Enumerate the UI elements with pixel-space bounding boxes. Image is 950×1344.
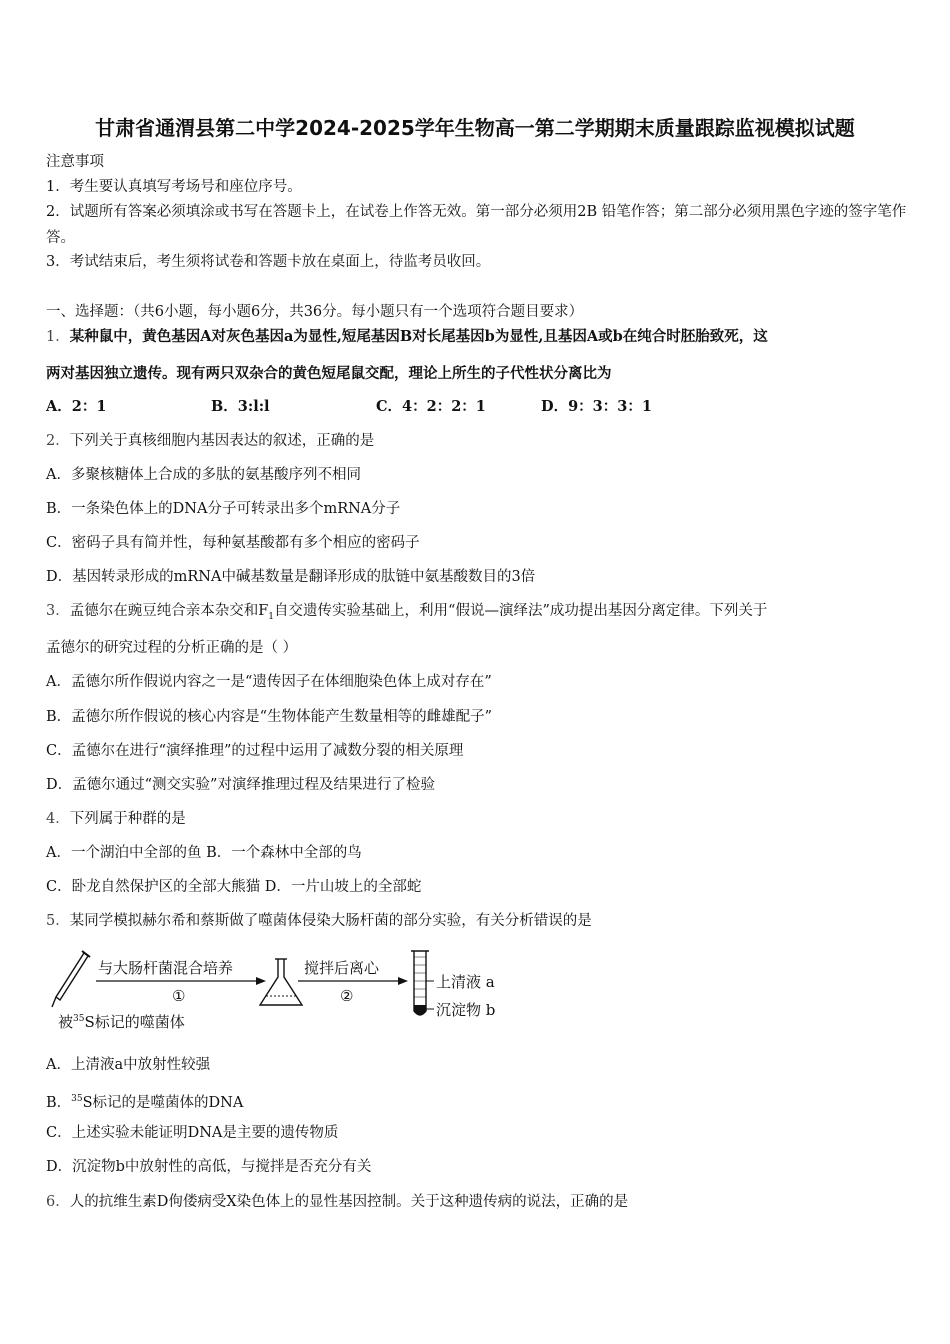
q5-experiment-diagram [46, 945, 526, 1035]
section-heading: 一、选择题：（共6小题，每小题6分，共36分。每小题只有一个选项符合题目要求） [46, 304, 584, 320]
phage-label-sup: 35 [73, 1014, 85, 1024]
q2-option-c[interactable]: C．密码子具有简并性，每种氨基酸都有多个相应的密码子 [46, 535, 420, 551]
q5-option-b-text: S标记的是噬菌体的DNA [82, 1094, 244, 1111]
arrow-2-head [398, 977, 408, 985]
q3-stem-line2: 孟德尔的研究过程的分析正确的是（ ） [46, 640, 298, 656]
q2-option-b[interactable]: B．一条染色体上的DNA分子可转录出多个mRNA分子 [46, 501, 401, 517]
flask-icon [260, 959, 302, 1005]
page-title: 甘肃省通渭县第二中学2024-2025学年生物高一第二学期期末质量跟踪监视模拟试题 [95, 116, 855, 140]
q4-number: 4． [46, 811, 70, 827]
q3-stem-a2: 自交遗传实验基础上，利用“假说—演绎法”成功提出基因分离定律。下列关于 [274, 603, 768, 619]
q5-stem [46, 911, 908, 931]
q5-option-c[interactable]: C．上述实验未能证明DNA是主要的遗传物质 [46, 1125, 339, 1141]
q5-option-b[interactable] [46, 1089, 908, 1113]
q3-stem-a1: 孟德尔在豌豆纯合亲本杂交和F [69, 603, 269, 619]
phage-label-prefix: 被 [58, 1013, 74, 1031]
notice-item-2: 2．试题所有答案必须填涂或书写在答题卡上，在试卷上作答无效。第一部分必须用2B 铅笔作答；第二部分必须用黑色字迹的签字笔作答。 [46, 204, 907, 246]
q3-f1-subscript: 1 [268, 611, 275, 622]
q3-stem-line1 [46, 601, 908, 627]
q1-option-a[interactable]: A．2：1 [46, 398, 107, 415]
q5-option-b-prefix: B． [46, 1094, 72, 1111]
phage-label [58, 1013, 185, 1031]
q3-option-c[interactable]: C．孟德尔在进行“演绎推理”的过程中运用了减数分裂的相关原理 [46, 743, 464, 759]
q3-option-b[interactable]: B．孟德尔所作假说的核心内容是“生物体能产生数量相等的雌雄配子” [46, 709, 492, 725]
step2-number: ② [340, 987, 354, 1005]
q6-stem [46, 1192, 908, 1212]
q5-number: 5． [46, 913, 70, 929]
q5-option-a[interactable]: A．上清液a中放射性较强 [46, 1057, 211, 1073]
notice-item-1: 1．考生要认真填写考场号和座位序号。 [46, 179, 302, 195]
q2-stem-text: 下列关于真核细胞内基因表达的叙述，正确的是 [69, 433, 375, 449]
q5-option-b-sup: 35 [71, 1094, 83, 1104]
q3-option-d[interactable]: D．孟德尔通过“测交实验”对演绎推理过程及结果进行了检验 [46, 777, 435, 793]
q3-number: 3． [46, 603, 70, 619]
q1-options [46, 397, 908, 417]
q1-stem-line1 [46, 327, 908, 347]
q1-option-c[interactable]: C．4：2：2：1 [376, 398, 486, 415]
q2-option-d[interactable]: D．基因转录形成的mRNA中碱基数量是翻译形成的肽链中氨基酸数目的3倍 [46, 569, 536, 585]
q6-number: 6． [46, 1194, 70, 1210]
sediment-label: 沉淀物 b [436, 1001, 496, 1019]
q1-stem-line2: 两对基因独立遗传。现有两只双杂合的黄色短尾鼠交配，理论上所生的子代性状分离比为 [46, 365, 612, 382]
supernatant-label: 上清液 a [436, 973, 495, 991]
q1-option-b[interactable]: B．3:l:l [211, 398, 270, 415]
q6-stem-text: 人的抗维生素D佝偻病受X染色体上的显性基因控制。关于这种遗传病的说法，正确的是 [69, 1194, 629, 1210]
test-tube-icon [411, 951, 429, 1015]
q5-option-d[interactable]: D．沉淀物b中放射性的高低，与搅拌是否充分有关 [46, 1159, 372, 1175]
phage-label-suffix: S标记的噬菌体 [84, 1013, 185, 1031]
notice-heading: 注意事项 [46, 154, 104, 170]
q4-stem-text: 下列属于种群的是 [69, 811, 186, 827]
q2-number: 2． [46, 433, 70, 449]
q4-options-row1[interactable]: A．一个湖泊中全部的鱼 B．一个森林中全部的鸟 [46, 845, 362, 861]
arrow-1-head [256, 977, 266, 985]
q4-stem [46, 809, 908, 829]
step1-label: 与大肠杆菌混合培养 [98, 959, 234, 977]
q4-options-row2[interactable]: C．卧龙自然保护区的全部大熊猫 D．一片山坡上的全部蛇 [46, 879, 422, 895]
q5-stem-text: 某同学模拟赫尔希和蔡斯做了噬菌体侵染大肠杆菌的部分实验，有关分析错误的是 [69, 913, 592, 929]
q2-option-a[interactable]: A．多聚核糖体上合成的多肽的氨基酸序列不相同 [46, 467, 361, 483]
notice-item-3: 3．考试结束后，考生须将试卷和答题卡放在桌面上，待监考员收回。 [46, 254, 491, 270]
step2-label: 搅拌后离心 [304, 959, 380, 977]
step1-number: ① [172, 987, 186, 1005]
q2-stem [46, 431, 908, 451]
q1-stem-a: 某种鼠中，黄色基因A对灰色基因a为显性,短尾基因B对长尾基因b为显性,且基因A或b在纯合时胚胎致死，这 [69, 328, 768, 345]
q1-option-d[interactable]: D．9：3：3：1 [541, 398, 652, 415]
q3-option-a[interactable]: A．孟德尔所作假说内容之一是“遗传因子在体细胞染色体上成对存在” [46, 674, 492, 690]
q1-number: 1． [46, 329, 70, 345]
pipette-icon [52, 951, 90, 1007]
